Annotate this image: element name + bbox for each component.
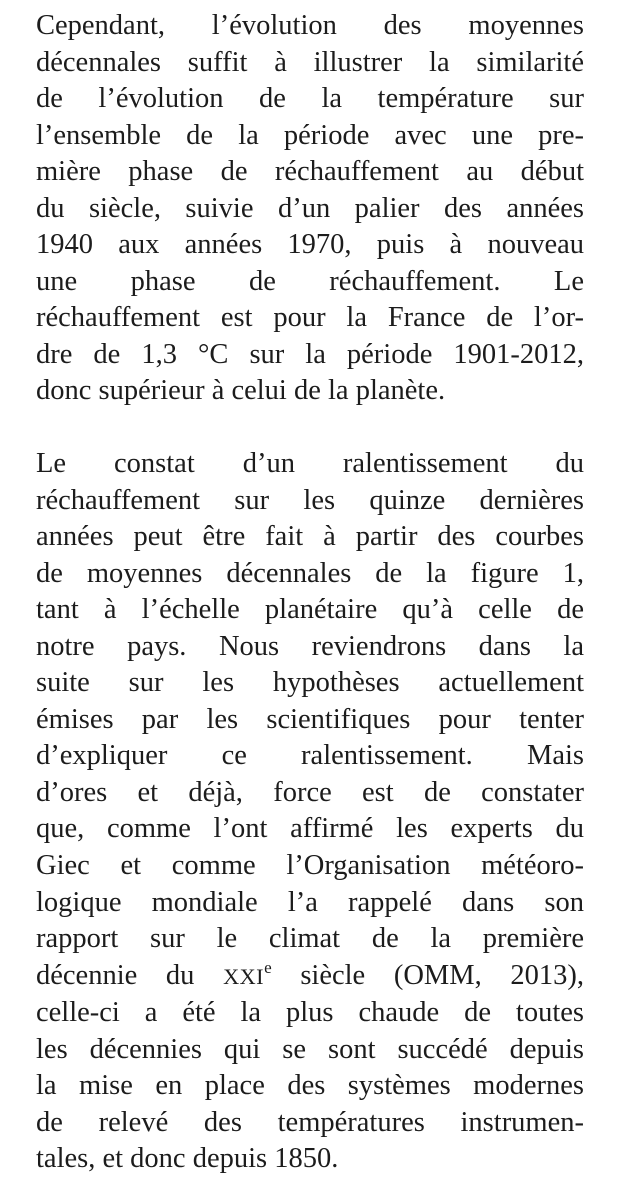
document-page — [36, 8, 584, 1178]
text-line: Le constat d’un ralentissement du — [36, 448, 584, 480]
text-line: 1940 aux années 1970, puis à nouveau — [36, 229, 584, 261]
text-line: que, comme l’ont affirmé les experts du — [36, 813, 584, 845]
text-line: notre pays. Nous reviendrons dans la — [36, 630, 584, 662]
text-line: tant à l’échelle planétaire qu’à celle de — [36, 594, 584, 626]
text-line: l’ensemble de la période avec une pre- — [36, 119, 584, 151]
text-line: une phase de réchauffement. Le — [36, 265, 584, 297]
century-line-before: décennie du — [36, 959, 224, 991]
text-line: émises par les scientifiques pour tenter — [36, 703, 584, 735]
text-line: Cependant, l’évolution des moyennes — [36, 10, 584, 41]
text-line: de relevé des températures instrumen- — [36, 1106, 584, 1138]
century-superscript: e — [264, 957, 272, 977]
text-line: d’expliquer ce ralentissement. Mais — [36, 740, 584, 772]
text-line: les décennies qui se sont succédé depuis — [36, 1033, 584, 1065]
text-line: réchauffement sur les quinze dernières — [36, 484, 584, 516]
text-line-century — [36, 958, 584, 996]
text-line: logique mondiale l’a rappelé dans son — [36, 886, 584, 918]
text-line: la mise en place des systèmes modernes — [36, 1070, 584, 1102]
text-line: mière phase de réchauffement au début — [36, 156, 584, 188]
century-line-after: siècle (OMM, 2013), — [271, 959, 584, 991]
paragraph-1 — [36, 8, 584, 410]
text-line: rapport sur le climat de la première — [36, 923, 584, 955]
paragraph-2 — [36, 446, 584, 1178]
century-numeral: XXI — [223, 963, 265, 989]
text-line: années peut être fait à partir des courbes — [36, 521, 584, 553]
text-line: donc supérieur à celui de la planète. — [36, 375, 446, 407]
text-line: de l’évolution de la température sur — [36, 83, 584, 115]
text-line: d’ores et déjà, force est de constater — [36, 776, 584, 808]
text-line: suite sur les hypothèses actuellement — [36, 667, 584, 699]
text-line: de moyennes décennales de la figure 1, — [36, 557, 584, 589]
text-line: dre de 1,3 °C sur la période 1901-2012, — [36, 338, 584, 370]
text-line: celle-ci a été la plus chaude de toutes — [36, 997, 584, 1029]
text-line: du siècle, suivie d’un palier des années — [36, 192, 584, 224]
text-line: réchauffement est pour la France de l’or- — [36, 302, 584, 334]
text-line: tales, et donc depuis 1850. — [36, 1143, 339, 1175]
text-line: Giec et comme l’Organisation météoro- — [36, 850, 584, 882]
text-line: décennales suffit à illustrer la similarité — [36, 46, 584, 78]
